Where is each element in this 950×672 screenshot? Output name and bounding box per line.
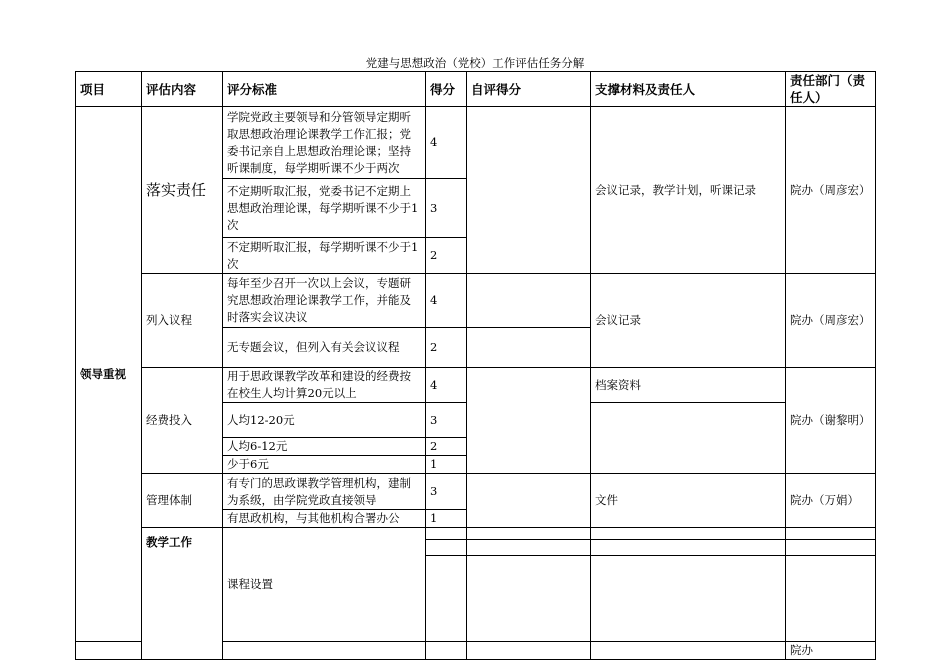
header-score: 得分 <box>426 72 467 107</box>
standard-cell: 用于思政课教学改革和建设的经费按在校生人均计算20元以上 <box>223 368 426 403</box>
score-cell: 1 <box>426 510 467 528</box>
score-cell: 3 <box>426 179 467 238</box>
standard-cell: 有专门的思政课教学管理机构，建制为系级，由学院党政直接领导 <box>223 474 426 510</box>
dept-kecheng-c: 院办 <box>786 642 876 660</box>
content-luoshi: 落实责任 <box>142 107 223 274</box>
self-score-cell[interactable] <box>467 274 591 328</box>
material-jingfei: 档案资料 <box>591 368 786 403</box>
header-content: 评估内容 <box>142 72 223 107</box>
score-cell: 2 <box>426 328 467 368</box>
content-jingfei: 经费投入 <box>142 368 223 474</box>
content-kecheng: 课程设置 <box>223 528 426 642</box>
table-row <box>76 528 876 540</box>
table-row <box>76 274 876 328</box>
self-score-cell[interactable] <box>467 107 591 274</box>
material-guanli: 文件 <box>591 474 786 528</box>
score-cell: 4 <box>426 107 467 179</box>
header-standard: 评分标准 <box>223 72 426 107</box>
header-item: 项目 <box>76 72 142 107</box>
standard-cell: 不定期听取汇报，党委书记不定期上思想政治理论课，每学期听课不少于1次 <box>223 179 426 238</box>
dept-lieru: 院办（周彦宏） <box>786 274 876 368</box>
content-guanli: 管理体制 <box>142 474 223 528</box>
self-score-cell[interactable] <box>591 556 786 642</box>
content-lieru: 列入议程 <box>142 274 223 368</box>
self-score-cell[interactable] <box>467 368 591 474</box>
evaluation-table <box>75 71 876 660</box>
standard-cell: 少于6元 <box>223 456 426 474</box>
self-score-cell[interactable] <box>467 642 591 660</box>
header-row <box>76 72 876 107</box>
score-cell: 4 <box>426 274 467 328</box>
score-cell: 4 <box>426 368 467 403</box>
self-score-cell[interactable] <box>467 474 591 528</box>
score-cell: 2 <box>426 238 467 274</box>
self-score-cell[interactable] <box>591 528 786 540</box>
standard-cell: 不定期听取汇报，每学期听课不少于1次 <box>223 238 426 274</box>
dept-jingfei: 院办（谢黎明） <box>786 368 876 474</box>
score-cell: 3 <box>426 474 467 510</box>
material-lieru: 会议记录 <box>591 274 786 368</box>
dept-guanli: 院办（万娟） <box>786 474 876 528</box>
standard-cell: 无专题会议，但列入有关会议议程 <box>223 328 426 368</box>
dept-luoshi: 院办（周彦宏） <box>786 107 876 274</box>
material-luoshi: 会议记录，教学计划，听课记录 <box>591 107 786 274</box>
material-empty <box>591 403 786 474</box>
standard-cell: 学院党政主要领导和分管领导定期听取思想政治理论课教学工作汇报；党委书记亲自上思想政治理论课；坚持听课制度，每学期听课不少于两次 <box>223 107 426 179</box>
header-material: 支撑材料及责任人 <box>591 72 786 107</box>
header-self-score: 自评得分 <box>467 72 591 107</box>
self-score-cell[interactable] <box>467 328 591 368</box>
standard-cell: 人均12-20元 <box>223 403 426 438</box>
standard-cell: 人均6-12元 <box>223 438 426 456</box>
table-row <box>76 107 876 179</box>
standard-cell: 有思政机构，与其他机构合署办公 <box>223 510 426 528</box>
table-row <box>76 474 876 510</box>
score-cell: 3 <box>426 403 467 438</box>
standard-cell: 每年至少召开一次以上会议，专题研究思想政治理论课教学工作，并能及时落实会议决议 <box>223 274 426 328</box>
score-cell: 2 <box>426 438 467 456</box>
self-score-cell[interactable] <box>591 540 786 556</box>
document-title: 党建与思想政治（党校）工作评估任务分解 <box>365 56 585 70</box>
section-teaching: 教学工作 <box>142 528 223 660</box>
section-leadership: 领导重视 <box>76 107 142 642</box>
table-row <box>76 368 876 403</box>
header-dept: 责任部门（责任人） <box>786 72 876 107</box>
score-cell: 1 <box>426 456 467 474</box>
